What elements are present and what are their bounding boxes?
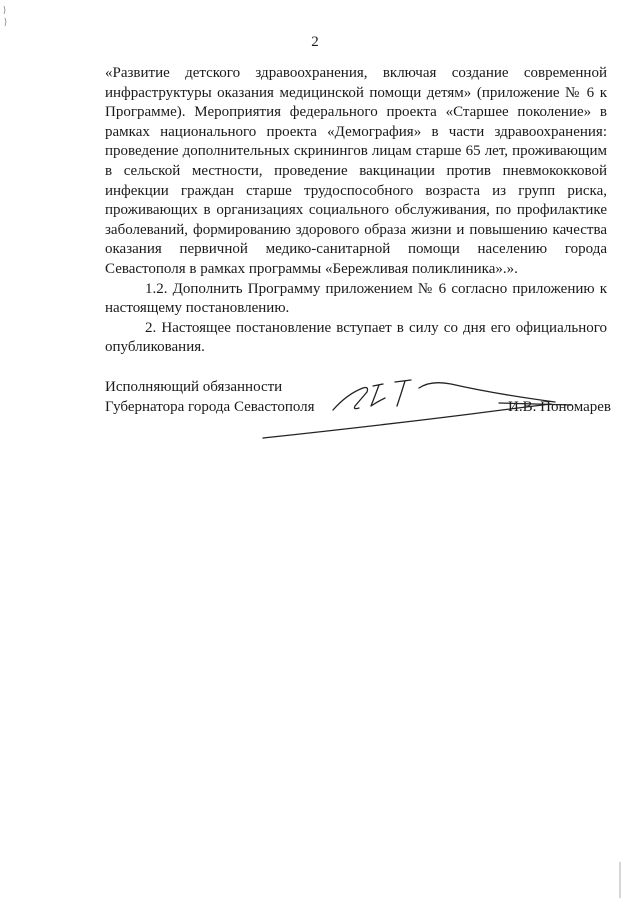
scan-edge-mark <box>618 860 622 900</box>
signatory-name: И.В. Пономарев <box>508 399 611 415</box>
paragraph: «Развитие детского здравоохранения, включая создание современной инфраструктуры оказания медицинской помощи детям» (приложение № 6 к Программе). Мероприятия федерального проекта «Старшее поколение» в рамках национального проекта «Демография» в части здравоохранения: проведение дополнительных скринингов лицам старше 65 лет, проживающим в сельской местности, проведение вакцинации против пневмококковой инфекции граждан старше трудоспособного возраста из групп риска, проживающих в организациях социального обслуживания, по профилактике заболеваний, формированию здорового образа жизни и повышению качества оказания первичной медико-санитарной помощи населению города Севастополя в рамках программы «Бережливая поликлиника».». <box>105 65 607 277</box>
paragraph: 2. Настоящее постановление вступает в силу со дня его официального опубликования. <box>105 319 607 356</box>
signatory-position: Губернатора города Севастополя <box>105 399 315 415</box>
page-number: 2 <box>311 34 319 50</box>
paragraph: 1.2. Дополнить Программу приложением № 6 согласно приложению к настоящему постановлению. <box>105 280 607 317</box>
document-body <box>105 64 607 358</box>
signatory-position: Исполняющий обязанности <box>105 379 283 395</box>
handwritten-signature <box>255 372 575 444</box>
scan-edge-mark <box>2 4 8 28</box>
